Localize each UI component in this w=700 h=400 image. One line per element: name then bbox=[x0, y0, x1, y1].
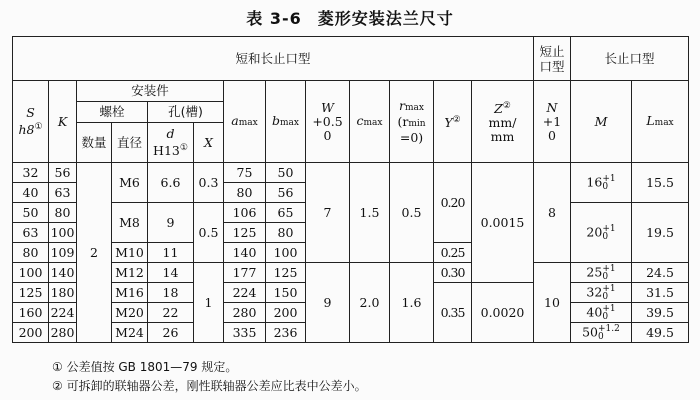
header-hole: 孔(槽) bbox=[148, 102, 224, 123]
table-title-text: 菱形安装法兰尺寸 bbox=[317, 9, 454, 28]
header-W-symbol: W bbox=[321, 99, 334, 115]
cell-b: 100 bbox=[266, 243, 306, 263]
cell-M bbox=[571, 283, 632, 303]
cell-d: 9 bbox=[148, 203, 194, 243]
header-N bbox=[534, 81, 571, 163]
cell-dia: M20 bbox=[112, 303, 148, 323]
header-r-sub: max bbox=[405, 102, 424, 113]
cell-dia: M6 bbox=[112, 163, 148, 203]
header-N-symbol: N bbox=[546, 99, 558, 115]
cell-dia: M24 bbox=[112, 323, 148, 343]
cell-qty: 2 bbox=[77, 163, 112, 343]
header-Z bbox=[472, 81, 534, 163]
cell-M-value: 16 bbox=[586, 174, 603, 189]
cell-M-value: 20 bbox=[586, 224, 603, 239]
header-qty: 数量 bbox=[77, 123, 112, 163]
cell-a: 140 bbox=[224, 243, 266, 263]
header-S-symbol: S bbox=[26, 104, 35, 120]
cell-b: 56 bbox=[266, 183, 306, 203]
cell-K: 224 bbox=[49, 303, 77, 323]
cell-dia: M12 bbox=[112, 263, 148, 283]
header-b-sub: max bbox=[280, 117, 299, 128]
cell-N: 10 bbox=[534, 263, 571, 343]
cell-dia: M8 bbox=[112, 203, 148, 243]
cell-M-value: 50 bbox=[582, 324, 599, 339]
cell-X: 0.3 bbox=[194, 163, 224, 203]
cell-b: 150 bbox=[266, 283, 306, 303]
cell-S: 40 bbox=[13, 183, 49, 203]
header-S-tolerance: h8 bbox=[18, 122, 35, 138]
header-d-mark: ① bbox=[179, 142, 188, 153]
cell-Z: 0.0020 bbox=[472, 283, 534, 343]
cell-K: 109 bbox=[49, 243, 77, 263]
cell-a: 177 bbox=[224, 263, 266, 283]
cell-S: 200 bbox=[13, 323, 49, 343]
cell-L: 31.5 bbox=[632, 283, 689, 303]
header-b-symbol: b bbox=[272, 112, 281, 128]
header-rmin-sub: min bbox=[408, 118, 426, 129]
cell-M-value: 25 bbox=[586, 264, 603, 279]
cell-M-tol-plus: +1 bbox=[602, 223, 616, 234]
cell-S: 160 bbox=[13, 303, 49, 323]
header-M: M bbox=[571, 81, 632, 163]
header-N-tolerance: +1 bbox=[542, 113, 562, 129]
cell-K: 80 bbox=[49, 203, 77, 223]
cell-d: 14 bbox=[148, 263, 194, 283]
header-Z-symbol: Z bbox=[494, 101, 503, 117]
cell-M bbox=[571, 303, 632, 323]
cell-Y: 0.35 bbox=[434, 283, 472, 343]
cell-M-tol-zero: 0 bbox=[598, 331, 604, 342]
cell-M-tol-zero: 0 bbox=[602, 181, 609, 192]
header-c bbox=[350, 81, 390, 163]
header-W-tolerance-lower: 0 bbox=[323, 127, 332, 143]
header-a-symbol: a bbox=[231, 112, 239, 128]
cell-M-tol-zero: 0 bbox=[602, 291, 609, 302]
cell-d: 22 bbox=[148, 303, 194, 323]
cell-X: 1 bbox=[194, 263, 224, 343]
cell-d: 11 bbox=[148, 243, 194, 263]
cell-S: 80 bbox=[13, 243, 49, 263]
header-row-1 bbox=[13, 37, 689, 81]
cell-M-tol-zero: 0 bbox=[602, 271, 609, 282]
cell-b: 200 bbox=[266, 303, 306, 323]
cell-K: 180 bbox=[49, 283, 77, 303]
cell-S: 50 bbox=[13, 203, 49, 223]
header-d bbox=[148, 123, 194, 163]
cell-b: 80 bbox=[266, 223, 306, 243]
cell-M-value: 32 bbox=[586, 284, 603, 299]
cell-M-tol-zero: 0 bbox=[602, 311, 609, 322]
cell-M bbox=[571, 163, 632, 203]
cell-Z: 0.0015 bbox=[472, 163, 534, 283]
cell-M-tol-plus: +1.2 bbox=[598, 323, 620, 334]
cell-M-tol-plus: +1 bbox=[602, 263, 616, 274]
footnote-2: ② 可拆卸的联轴器公差，刚性联轴器公差应比表中公差小。 bbox=[52, 379, 367, 393]
cell-a: 224 bbox=[224, 283, 266, 303]
header-Z-mark: ② bbox=[502, 100, 511, 111]
cell-X: 0.5 bbox=[194, 203, 224, 263]
header-rmin-close: =0) bbox=[399, 129, 424, 145]
header-a-sub: max bbox=[238, 117, 258, 128]
cell-M bbox=[571, 323, 632, 343]
cell-a: 106 bbox=[224, 203, 266, 223]
cell-W: 9 bbox=[306, 263, 350, 343]
header-row-2 bbox=[13, 81, 689, 102]
cell-M bbox=[571, 203, 632, 263]
header-X: X bbox=[194, 123, 224, 163]
cell-b: 236 bbox=[266, 323, 306, 343]
cell-a: 75 bbox=[224, 163, 266, 183]
cell-S: 125 bbox=[13, 283, 49, 303]
cell-M-tol-zero: 0 bbox=[602, 231, 609, 242]
header-L-sub: max bbox=[654, 117, 674, 128]
cell-b: 125 bbox=[266, 263, 306, 283]
cell-K: 56 bbox=[49, 163, 77, 183]
header-rmin-open: (r bbox=[397, 113, 409, 129]
cell-M bbox=[571, 263, 632, 283]
cell-dia: M10 bbox=[112, 243, 148, 263]
table-row bbox=[13, 163, 689, 183]
table-title bbox=[0, 6, 700, 29]
header-L bbox=[632, 81, 689, 163]
cell-L: 24.5 bbox=[632, 263, 689, 283]
header-mount: 安装件 bbox=[77, 81, 224, 102]
header-W bbox=[306, 81, 350, 163]
header-S bbox=[13, 81, 49, 163]
header-W-tolerance: +0.5 bbox=[312, 113, 343, 129]
cell-K: 100 bbox=[49, 223, 77, 243]
cell-r: 1.6 bbox=[390, 263, 434, 343]
header-N-tolerance-lower: 0 bbox=[548, 127, 556, 143]
header-long: 长止口型 bbox=[571, 37, 689, 81]
cell-r: 0.5 bbox=[390, 163, 434, 263]
header-d-tolerance: H13 bbox=[153, 143, 180, 159]
cell-L: 39.5 bbox=[632, 303, 689, 323]
cell-a: 80 bbox=[224, 183, 266, 203]
cell-M-value: 40 bbox=[586, 304, 603, 319]
header-d-symbol: d bbox=[166, 125, 175, 141]
cell-c: 1.5 bbox=[350, 163, 390, 263]
cell-a: 280 bbox=[224, 303, 266, 323]
cell-S: 32 bbox=[13, 163, 49, 183]
header-Z-unit-top: mm/ bbox=[488, 115, 517, 131]
header-K: K bbox=[49, 81, 77, 163]
cell-a: 335 bbox=[224, 323, 266, 343]
footnote-1: ① 公差值按 GB 1801—79 规定。 bbox=[52, 360, 238, 374]
cell-L: 49.5 bbox=[632, 323, 689, 343]
cell-N: 8 bbox=[534, 163, 571, 263]
header-c-sub: max bbox=[363, 117, 383, 128]
cell-Y: 0.20 bbox=[434, 163, 472, 243]
cell-Y: 0.30 bbox=[434, 263, 472, 283]
cell-c: 2.0 bbox=[350, 263, 390, 343]
header-S-mark: ① bbox=[34, 121, 43, 132]
cell-d: 6.6 bbox=[148, 163, 194, 203]
header-Z-unit-bottom: mm bbox=[490, 129, 515, 145]
cell-dia: M16 bbox=[112, 283, 148, 303]
cell-K: 63 bbox=[49, 183, 77, 203]
cell-b: 65 bbox=[266, 203, 306, 223]
header-Y-symbol: Y bbox=[444, 115, 453, 131]
cell-M-tol-plus: +1 bbox=[602, 173, 616, 184]
cell-L: 19.5 bbox=[632, 203, 689, 263]
header-c-symbol: c bbox=[356, 112, 364, 128]
header-r-symbol: r bbox=[399, 97, 405, 113]
header-short: 短止口型 bbox=[534, 37, 571, 81]
header-Y-mark: ② bbox=[452, 114, 461, 125]
header-short-and-long: 短和长止口型 bbox=[13, 37, 534, 81]
table-number: 表 3-6 bbox=[246, 9, 302, 28]
cell-d: 26 bbox=[148, 323, 194, 343]
cell-S: 63 bbox=[13, 223, 49, 243]
cell-M-tol-plus: +1 bbox=[602, 303, 616, 314]
cell-d: 18 bbox=[148, 283, 194, 303]
cell-b: 50 bbox=[266, 163, 306, 183]
header-r bbox=[390, 81, 434, 163]
flange-dimension-table bbox=[12, 36, 689, 343]
header-dia: 直径 bbox=[112, 123, 148, 163]
cell-M-tol-plus: +1 bbox=[602, 283, 616, 294]
cell-K: 140 bbox=[49, 263, 77, 283]
table-row bbox=[13, 263, 689, 283]
header-L-symbol: L bbox=[646, 112, 655, 128]
cell-a: 125 bbox=[224, 223, 266, 243]
header-Y bbox=[434, 81, 472, 163]
cell-W: 7 bbox=[306, 163, 350, 263]
cell-K: 280 bbox=[49, 323, 77, 343]
header-a bbox=[224, 81, 266, 163]
cell-L: 15.5 bbox=[632, 163, 689, 203]
cell-S: 100 bbox=[13, 263, 49, 283]
cell-Y: 0.25 bbox=[434, 243, 472, 263]
header-bolt: 螺栓 bbox=[77, 102, 148, 123]
header-b bbox=[266, 81, 306, 163]
